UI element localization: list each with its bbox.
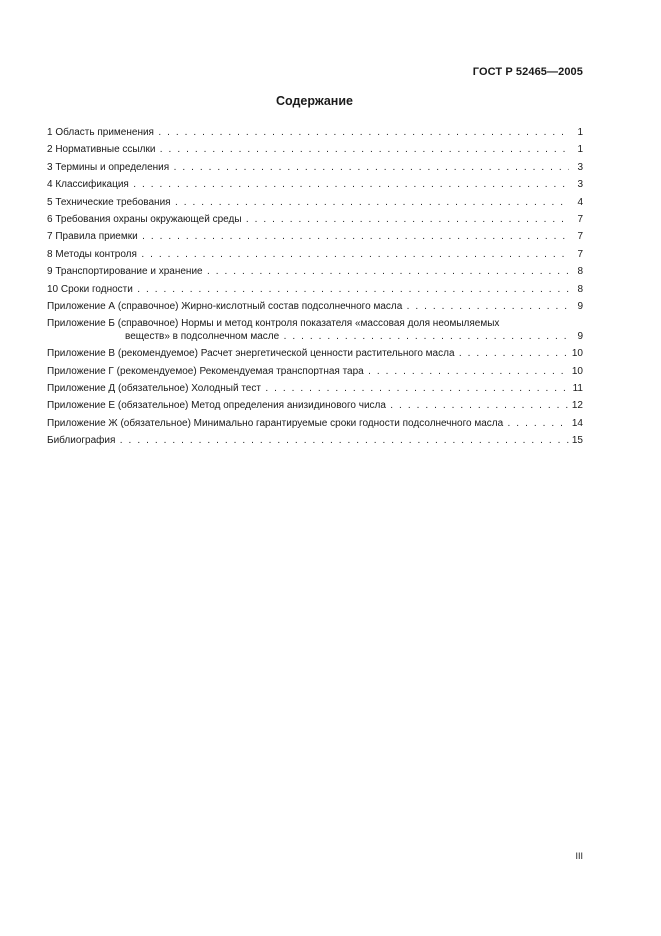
toc-entry-page: 10 <box>571 348 583 360</box>
toc-entry-page: 14 <box>571 417 583 429</box>
toc-entry-text: 8 Методы контроля . . . <box>47 246 569 263</box>
toc-entry-text-continued: веществ» в подсолнечном масле . . . <box>125 328 569 345</box>
toc-entry-page: 7 <box>577 248 583 260</box>
toc-entry <box>47 397 583 414</box>
toc-entry-page: 9 <box>577 331 583 343</box>
toc-entry <box>47 298 583 315</box>
toc-entry <box>47 141 583 158</box>
toc-entry-page: 7 <box>577 231 583 243</box>
toc-entry-page: 7 <box>577 213 583 225</box>
toc-entry-text: Приложение А (справочное) Жирно-кислотный состав подсолнечного масла . . . <box>47 298 569 315</box>
toc-entry-page: 15 <box>571 435 583 447</box>
toc-entry-page: 10 <box>571 365 583 377</box>
toc-entry-page: 8 <box>577 266 583 278</box>
toc-entry-text: Приложение Е (обязательное) Метод определения анизидинового числа . . . <box>47 397 569 414</box>
toc-entry <box>47 194 583 211</box>
toc-entry <box>47 263 583 280</box>
toc-entry-page: 4 <box>577 196 583 208</box>
toc-entry-text: 9 Транспортирование и хранение . . . <box>47 263 569 280</box>
toc-entry-text: 5 Технические требования . . . <box>47 194 569 211</box>
toc-entry <box>47 315 583 345</box>
toc-entry-page: 3 <box>577 179 583 191</box>
toc-entry-text: Библиография . . . <box>47 432 569 449</box>
toc-entry <box>47 176 583 193</box>
toc-entry <box>47 246 583 263</box>
toc-entry-text: Приложение Б (справочное) Нормы и метод контроля показателя «массовая доля неомыляемых <box>47 318 500 330</box>
toc-entry <box>47 432 583 449</box>
toc-entry <box>47 363 583 380</box>
toc-entry-page: 1 <box>577 127 583 138</box>
toc-entry-page: 3 <box>577 161 583 173</box>
toc-entry-text: 6 Требования охраны окружающей среды . . . <box>47 211 569 228</box>
toc-entry <box>47 159 583 176</box>
toc-entry-text: 7 Правила приемки . . . <box>47 228 569 245</box>
toc-entry-text: 1 Область применения . . . <box>47 124 569 141</box>
toc-entry-text: Приложение Г (рекомендуемое) Рекомендуемая транспортная тара . . . <box>47 363 569 380</box>
toc-entry-text: Приложение Д (обязательное) Холодный тест . . . <box>47 380 569 397</box>
toc-entry <box>47 415 583 432</box>
page-number: III <box>575 851 583 861</box>
toc-list <box>47 124 583 450</box>
toc-entry <box>47 211 583 228</box>
toc-entry <box>47 124 583 141</box>
toc-title: Содержание <box>275 94 353 108</box>
toc-entry <box>47 228 583 245</box>
toc-entry-page: 8 <box>577 283 583 295</box>
toc-entry-text: 4 Классификация . . . <box>47 176 569 193</box>
toc-entry-text: Приложение В (рекомендуемое) Расчет энергетической ценности растительного масла . . . <box>47 345 569 362</box>
toc-entry-text: 3 Термины и определения . . . <box>47 159 569 176</box>
toc-entry <box>47 380 583 397</box>
toc-entry <box>47 345 583 362</box>
toc-entry-page: 1 <box>577 144 583 156</box>
toc-entry-text: Приложение Ж (обязательное) Минимально гарантируемые сроки годности подсолнечного масла . . . <box>47 415 569 432</box>
toc-entry-page: 9 <box>577 300 583 312</box>
toc-entry-text: 10 Сроки годности . . . <box>47 281 569 298</box>
toc-entry-page: 11 <box>572 383 583 395</box>
toc-entry-text: 2 Нормативные ссылки . . . <box>47 141 569 158</box>
toc-entry-page: 12 <box>571 400 583 412</box>
toc-entry <box>47 281 583 298</box>
doc-code: ГОСТ Р 52465—2005 <box>472 66 583 78</box>
